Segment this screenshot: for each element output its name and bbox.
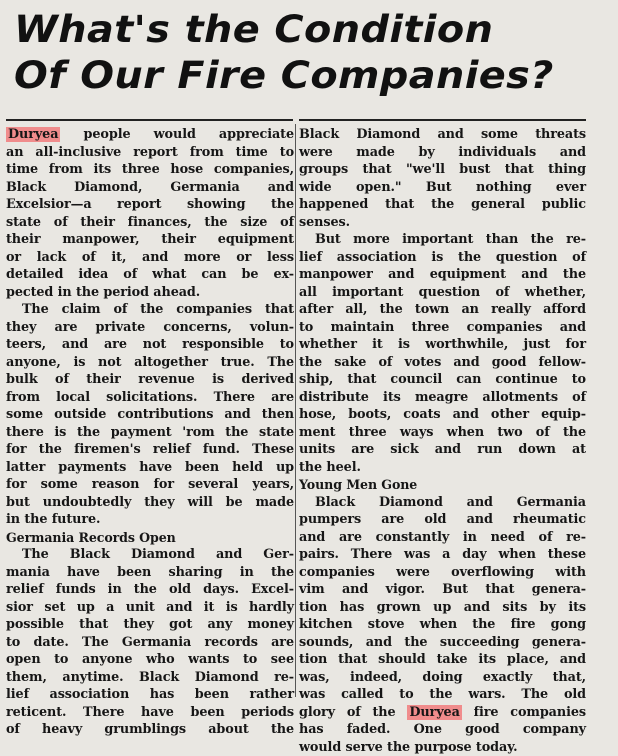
article-line: and are constantly in need of re- (299, 529, 586, 547)
article-line: sior set up a unit and it is hardly (6, 599, 294, 617)
article-line: lief association is the question of (299, 249, 586, 267)
headline-rule-left (6, 119, 293, 121)
article-line: sounds, and the succeeding genera- (299, 634, 586, 652)
article-line: the sake of votes and good fellow- (299, 354, 586, 372)
article-line: Duryea people would appreciate (6, 126, 294, 144)
article-line: them, anytime. Black Diamond re- (6, 669, 294, 687)
article-line: reticent. There have been periods (6, 704, 294, 722)
article-line: kitchen stove when the fire gong (299, 616, 586, 634)
article-line: they are private concerns, volun- (6, 319, 294, 337)
article-line: Excelsior—a report showing the (6, 196, 294, 214)
article-line: senses. (299, 214, 586, 232)
headline-line-2: Of Our Fire Companies? (14, 52, 618, 98)
article-line: distribute its meagre allotments of (299, 389, 586, 407)
article-line: for the firemen's relief fund. These (6, 441, 294, 459)
article-line: manpower and equipment and the (299, 266, 586, 284)
article-line: Black Diamond and Germania (299, 494, 586, 512)
headline (14, 6, 618, 98)
article-line: bulk of their revenue is derived (6, 371, 294, 389)
article-line: lief association has been rather (6, 686, 294, 704)
article-line: glory of the Duryea fire companies (299, 704, 586, 722)
article-line: time from its three hose companies, (6, 161, 294, 179)
article-line: tion that should take its place, and (299, 651, 586, 669)
article-line: the heel. (299, 459, 586, 477)
article-line: of heavy grumblings about the (6, 721, 294, 739)
article-line: wide open." But nothing ever (299, 179, 586, 197)
article-line: but undoubtedly they will be made (6, 494, 294, 512)
article-line: possible that they got any money (6, 616, 294, 634)
left-column (6, 126, 294, 739)
article-line: groups that "we'll bust that thing (299, 161, 586, 179)
article-line: companies were overflowing with (299, 564, 586, 582)
article-line: latter payments have been held up (6, 459, 294, 477)
article-line: Black Diamond, Germania and (6, 179, 294, 197)
article-line: pected in the period ahead. (6, 284, 294, 302)
article-line: after all, the town an really afford (299, 301, 586, 319)
headline-line-1: What's the Condition (14, 6, 618, 52)
article-line: their manpower, their equipment (6, 231, 294, 249)
article-line: anyone, is not altogether true. The (6, 354, 294, 372)
article-line: state of their finances, the size of (6, 214, 294, 232)
article-line: there is the payment 'rom the state (6, 424, 294, 442)
article-line: But more important than the re- (299, 231, 586, 249)
article-line: pairs. There was a day when these (299, 546, 586, 564)
article-line: or lack of it, and more or less (6, 249, 294, 267)
article-line: has faded. One good company (299, 721, 586, 739)
article-line: was, indeed, doing exactly that, (299, 669, 586, 687)
article-line: Black Diamond and some threats (299, 126, 586, 144)
headline-rule-right (299, 119, 586, 121)
article-line: to maintain three companies and (299, 319, 586, 337)
highlighted-word-duryea: Duryea (6, 127, 60, 142)
article-line: for some reason for several years, (6, 476, 294, 494)
article-line: all important question of whether, (299, 284, 586, 302)
subheading: Germania Records Open (6, 529, 294, 547)
article-line: teers, and are not responsible to (6, 336, 294, 354)
article-line: The claim of the companies that (6, 301, 294, 319)
article-line: whether it is worthwhile, just for (299, 336, 586, 354)
article-line: units are sick and run down at (299, 441, 586, 459)
article-line: were made by individuals and (299, 144, 586, 162)
article-line: to date. The Germania records are (6, 634, 294, 652)
article-line: would serve the purpose today. (299, 739, 586, 756)
article-line: tion has grown up and sits by its (299, 599, 586, 617)
article-line: some outside contributions and then (6, 406, 294, 424)
article-line: from local solicitations. There are (6, 389, 294, 407)
article-line: was called to the wars. The old (299, 686, 586, 704)
article-line: relief funds in the old days. Excel- (6, 581, 294, 599)
article-line: pumpers are old and rheumatic (299, 511, 586, 529)
column-divider (295, 124, 296, 697)
article-line: in the future. (6, 511, 294, 529)
article-line: happened that the general public (299, 196, 586, 214)
article-line: The Black Diamond and Ger- (6, 546, 294, 564)
article-line: ship, that council can continue to (299, 371, 586, 389)
article-line: ment three ways when two of the (299, 424, 586, 442)
subheading: Young Men Gone (299, 476, 586, 494)
article-line: vim and vigor. But that genera- (299, 581, 586, 599)
highlighted-word-duryea: Duryea (407, 705, 461, 720)
article-line: hose, boots, coats and other equip- (299, 406, 586, 424)
article-line: open to anyone who wants to see (6, 651, 294, 669)
article-line: mania have been sharing in the (6, 564, 294, 582)
article-line: an all-inclusive report from time to (6, 144, 294, 162)
article-line: detailed idea of what can be ex- (6, 266, 294, 284)
right-column (299, 126, 586, 756)
